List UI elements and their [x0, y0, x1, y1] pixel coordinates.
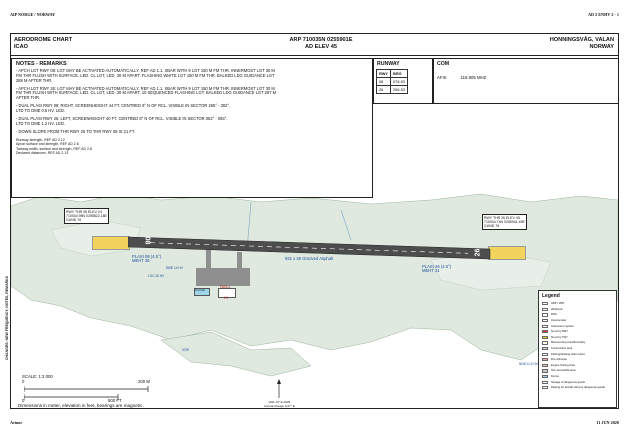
- legend-swatch: [542, 347, 548, 350]
- scale-bar: [24, 385, 154, 401]
- footer-right: 11 JUN 2020: [596, 420, 619, 425]
- scale-ft-zero: 0: [22, 398, 25, 403]
- note-item: - APCH LGT RWY 26: LGT MAY BE ACTIVATED AUTOMATICALLY, REF AD 1.1. XBAR WITH 9 LGT 150 M FM THR. INNERMOST LGT 30 M FM THR FLUSH WITH SURFACE. LED. CL LGT, LED. 30 M APART. 10 SEQUENCED FLASHING LGT. BALKED LDG GUIDANCE LGT 287 M AFTER THR.: [16, 85, 277, 101]
- legend-swatch: [542, 308, 548, 311]
- legend-label: Manoeuvring Area Boundary: [551, 341, 586, 345]
- page-header-left: AIP NORGE / NORWAY: [10, 12, 56, 17]
- notes-references: Runway strength, REF AD 2.12 Apron surface and strength, REF AD 2.8 Taxiway width, surface and strength, REF AD 2.8 Declared distances, REF AD 2.13: [16, 137, 92, 155]
- legend-swatch: [542, 336, 548, 339]
- approach-area-08: [92, 236, 130, 250]
- legend-swatch: [542, 319, 548, 322]
- scale-note: Dimensions in meter, elevation in feet, bearings are magnetic.: [18, 403, 144, 408]
- magnetic-variation: VAR 14° E 2026 Annual change 0.27° E: [264, 400, 295, 409]
- legend-box: [538, 290, 617, 408]
- legend-label: Instrument rwy/taxi: [551, 324, 574, 328]
- runway-cell: 256.53: [391, 86, 408, 94]
- notes-title: NOTES - REMARKS: [16, 61, 67, 67]
- legend-label: Parking for aircraft carrying dangerous goods: [551, 386, 605, 390]
- scale-ft-500: 500 FT: [108, 398, 122, 403]
- runway-26-designator: 26: [474, 248, 482, 257]
- legend-swatch: [542, 381, 548, 384]
- note-item: - DUAL PLASI RWY 26: LEFT, SCREENHEIGHT 40 FT. CENTRED 8° N OF RCL. VISIBLE IN SECTOR 052° - 093°. LTD TO DME 1.2 HV. LED.: [16, 115, 228, 126]
- legend-label: No entry TWY: [551, 335, 568, 339]
- scale-m-200: 200 M: [138, 379, 150, 384]
- legend-label: Non-accessible area: [551, 369, 576, 373]
- legend-label: Parking/docking chart extent: [551, 352, 585, 356]
- legend-swatch: [542, 369, 548, 372]
- changes-note: CHANGES: NEW FREQUENCY, NOTES, REMARKS: [5, 275, 9, 360]
- legend-label: Fire drill area: [551, 358, 567, 362]
- com-service: AFIS: [437, 75, 447, 80]
- terminal-label: Terminal: [195, 289, 205, 292]
- scale-m-zero: 0: [22, 379, 25, 384]
- runway-cell: 26: [377, 86, 391, 94]
- footer-left: Avinor: [10, 420, 23, 425]
- page-header-right: AD 2 ENHV 2 - 1: [588, 12, 619, 17]
- legend-title: Legend: [542, 293, 560, 299]
- runway-table-box: [373, 58, 433, 104]
- note-item: - DUAL PLASI RWY 08: RIGHT, SCREENHEIGHT 44 FT. CENTRED 8° N OF RCL. VISIBLE IN SECTOR 265° - 302°. LTD TO DME 0.5 HV. LED.: [16, 103, 231, 113]
- notes-remarks-box: [11, 58, 373, 198]
- legend-label: No entry RWY: [551, 330, 569, 334]
- runway-cell: 076.53: [391, 78, 408, 86]
- plasi-08-label: PLASI 08 (4.5°) MEHT 26: [132, 254, 162, 264]
- com-frequency: 119.805 MHZ: [460, 75, 487, 80]
- legend-label: ARP / VRP: [551, 302, 565, 306]
- com-title: COM: [437, 61, 450, 67]
- runway-cell: 08: [377, 78, 391, 86]
- legend-swatch: [542, 313, 548, 316]
- legend-label: Construction area: [551, 347, 573, 351]
- taxiway-a: [206, 250, 211, 270]
- note-item: - APCH LGT RWY 08: LGT MAY BE ACTIVATED AUTOMATICALLY, REF AD 1.1. XBAR WITH 9 LGT 150 M FM THR. INNERMOST LGT 30 M FM THR FLUSH WITH SURFACE. LED. CL LGT, LED. 30 M APART. FLASHING WHITE LGT 150 M FM THR. BALKED LDG GUIDANCE LGT 288 M AFTER THR.: [16, 68, 275, 83]
- legend-label: De-Ice: [551, 375, 559, 379]
- title-block: [11, 34, 618, 56]
- heli-fata-label: FATA-1: [220, 285, 231, 289]
- legend-item: [539, 385, 616, 391]
- legend-swatch: [542, 386, 548, 389]
- runway-08-designator: 08: [143, 236, 151, 245]
- com-box: [433, 58, 619, 104]
- loc-label: LOC 26 HV: [148, 274, 165, 278]
- legend-label: RVR: [551, 313, 557, 317]
- north-arrow-icon: [272, 378, 286, 400]
- scale-title: SCALE: 1:3 000: [22, 374, 53, 379]
- runway-dimension-label: 921 x 30 Grooved Asphalt: [285, 256, 334, 261]
- legend-swatch: [542, 341, 548, 344]
- legend-swatch: [542, 358, 548, 361]
- legend-swatch: [542, 375, 548, 378]
- vor-label: VOR: [182, 348, 189, 352]
- ndb-label: NDB 11.5 HV: [519, 362, 538, 366]
- legend-swatch: [542, 364, 548, 367]
- legend-swatch: [542, 302, 548, 305]
- table-row: [377, 86, 408, 94]
- thr-26-box: RWY THR 26 ELEV 45 710034.74N 0255941.45E GUND 76: [482, 214, 527, 230]
- plasi-26-label: PLASI 26 (4.5°) MEHT 21: [422, 264, 452, 274]
- chart-org: ICAO: [14, 43, 28, 50]
- country-name: NORWAY: [589, 43, 614, 50]
- legend-label: Storage of dangerous goods: [551, 380, 585, 384]
- heli-h1-label: H1: [224, 296, 229, 300]
- arp-coordinates: ARP 710035N 0255901E: [289, 37, 353, 43]
- legend-label: Windsock: [551, 307, 563, 311]
- legend-swatch: [542, 353, 548, 356]
- legend-label: Engine Testing Area: [551, 363, 575, 367]
- approach-area-26: [488, 246, 526, 260]
- note-item: - DOWN SLOPE FROM THR RWY 26 TO THR RWY 08 IS 21 FT.: [16, 128, 136, 134]
- legend-swatch: [542, 325, 548, 328]
- runway-table: [376, 69, 408, 94]
- apron: [196, 268, 250, 286]
- thr-08-box: RWY THR 08 ELEV 24 710034.98N 0255822.18E GUND 76: [64, 208, 109, 224]
- chart-title: AERODROME CHART: [14, 37, 73, 43]
- legend-swatch: [542, 330, 548, 333]
- legend-label: Anemometer: [551, 319, 567, 323]
- dme-label: DME 14 HV: [166, 266, 183, 270]
- aerodrome-elevation: AD ELEV 45: [304, 43, 338, 50]
- table-row: [377, 78, 408, 86]
- runway-header-brg: BRG: [391, 70, 408, 78]
- location-name: HONNINGSVÅG, VALAN: [549, 37, 614, 43]
- runway-header-rwy: RWY: [377, 70, 391, 78]
- runway-table-title: RUNWAY: [377, 61, 400, 67]
